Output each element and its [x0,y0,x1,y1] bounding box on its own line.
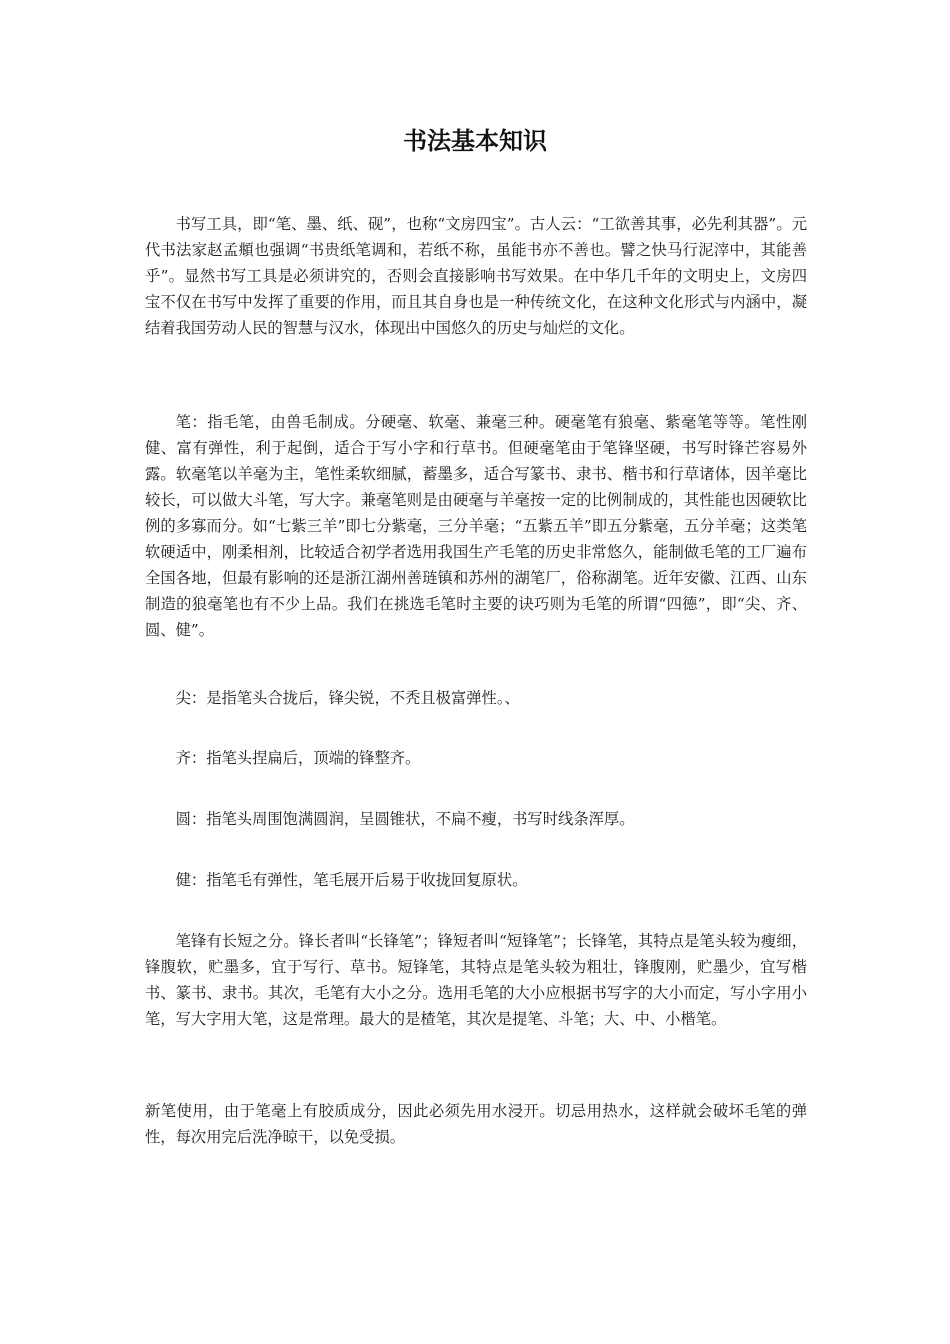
paragraph-round: 圆：指笔头周围饱满圆润，呈圆锥状，不扁不瘦，书写时线条浑厚。 [175,810,635,828]
paragraph-even: 齐：指笔头捏扁后，顶端的锋整齐。 [175,749,421,767]
paragraph-four-treasures: 书写工具，即“笔、墨、纸、砚”，也称“文房四宝”。古人云：“工欲善其事，必先利其器”。元代书法家赵孟頫也强调“书贵纸笔调和，若纸不称，虽能书亦不善也。譬之快马行泥滓中，其能善乎”。显然书写工具是必须讲究的，否则会直接影响书写效果。在中华几千年的文明史上，文房四宝不仅在书写中发挥了重要的作用，而且其自身也是一种传统文化，在这种文化形式与内涵中，凝结着我国劳动人民的智慧与汉水，体现出中国悠久的历史与灿烂的文化。 [145,215,807,337]
document-title: 书法基本知识 [403,127,547,155]
paragraph-tip-length: 笔锋有长短之分。锋长者叫“长锋笔”；锋短者叫“短锋笔”；长锋笔，其特点是笔头较为瘦细，锋腹软，贮墨多，宜于写行、草书。短锋笔，其特点是笔头较为粗壮，锋腹刚，贮墨少，宜写楷书、篆书、隶书。其次，毛笔有大小之分。选用毛笔的大小应根据书写字的大小而定，写小字用小笔，写大字用大笔，这是常理。最大的是楂笔，其次是提笔、斗笔；大、中、小楷笔。 [145,932,807,1028]
paragraph-firm: 健：指笔毛有弹性，笔毛展开后易于收拢回复原状。 [175,871,528,889]
paragraph-sharp: 尖：是指笔头合拢后，锋尖锐，不秃且极富弹性。、 [175,689,520,707]
paragraph-new-brush: 新笔使用，由于笔毫上有胶质成分，因此必须先用水浸开。切忌用热水，这样就会破坏毛笔的弹性，每次用完后洗净晾干，以免受损。 [145,1102,807,1146]
paragraph-brush: 笔：指毛笔，由兽毛制成。分硬毫、软毫、兼毫三种。硬毫笔有狼毫、紫毫笔等等。笔性刚健、富有弹性，利于起倒，适合于写小字和行草书。但硬毫笔由于笔锋坚硬，书写时锋芒容易外露。软毫笔以羊毫为主，笔性柔软细腻，蓄墨多，适合写篆书、隶书、楷书和行草诸体，因羊毫比较长，可以做大斗笔，写大字。兼毫笔则是由硬毫与羊毫按一定的比例制成的，其性能也因硬软比例的多寡而分。如“七紫三羊”即七分紫毫，三分羊毫；“五紫五羊”即五分紫毫，五分羊毫；这类笔软硬适中，刚柔相剂，比较适合初学者选用我国生产毛笔的历史非常悠久，能制做毛笔的工厂遍布全国各地，但最有影响的还是浙江湖州善琏镇和苏州的湖笔厂，俗称湖笔。近年安徽、江西、山东制造的狼毫笔也有不少上品。我们在挑选毛笔时主要的诀巧则为毛笔的所谓“四德”，即“尖、齐、圆、健”。 [145,413,807,639]
